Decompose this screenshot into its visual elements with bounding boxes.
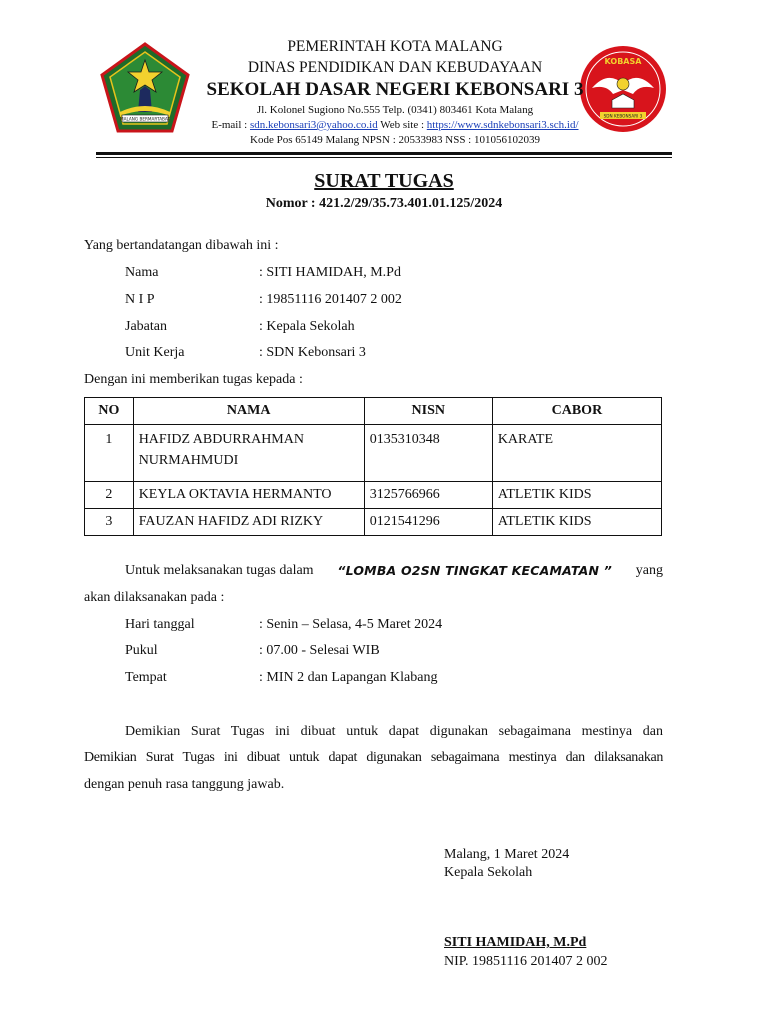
email-link[interactable]: sdn.kebonsari3@yahoo.co.id: [249, 119, 378, 131]
signature-name: SITI HAMIDAH, M.Pd: [444, 935, 587, 950]
logo-right-subtitle: SDN KEBONSARI 3: [603, 113, 643, 119]
task-pre-text: Untuk melaksanakan tugas dalam: [125, 563, 314, 578]
school-address: Jl. Kolonel Sugiono No.555 Telp. (0341) 803461 Kota Malang: [256, 104, 534, 116]
school-codes: Kode Pos 65149 Malang NPSN : 20533983 NSS : 101056102039: [250, 134, 540, 146]
row-cabor: ATLETIK KIDS: [492, 482, 661, 509]
row-nama: KEYLA OKTAVIA HERMANTO: [133, 482, 364, 509]
signer-unit-value: : SDN Kebonsari 3: [259, 345, 366, 360]
task-line-2: akan dilaksanakan pada :: [84, 590, 225, 605]
signature-place-date: Malang, 1 Maret 2024: [444, 847, 570, 862]
logo-right-title: KOBASA: [604, 57, 642, 66]
event-time-value: : 07.00 - Selesai WIB: [259, 643, 380, 658]
email-label: E-mail :: [211, 119, 250, 131]
assignee-table: [84, 397, 662, 536]
row-nisn: 3125766966: [364, 482, 492, 509]
website-link[interactable]: https://www.sdnkebonsari3.sch.id/: [426, 119, 579, 131]
task-post-text: yang: [635, 563, 663, 578]
signer-name-value: : SITI HAMIDAH, M.Pd: [259, 265, 401, 280]
row-nisn: 0121541296: [364, 509, 492, 536]
header-nama: NAMA: [133, 398, 364, 425]
signer-name-label: Nama: [125, 265, 159, 280]
row-cabor: ATLETIK KIDS: [492, 509, 661, 536]
row-cabor: KARATE: [492, 425, 661, 482]
signer-nip-value: : 19851116 201407 2 002: [259, 292, 402, 307]
intro-text: Yang bertandatangan dibawah ini :: [84, 238, 279, 253]
row-no: 3: [85, 509, 134, 536]
event-name: “LOMBA O2SN TINGKAT KECAMATAN ”: [337, 563, 612, 578]
header-cabor: CABOR: [492, 398, 661, 425]
task-line: [125, 563, 663, 579]
signature-position: Kepala Sekolah: [444, 865, 533, 880]
table-row: [85, 509, 662, 536]
event-place-value: : MIN 2 dan Lapangan Klabang: [259, 670, 438, 685]
header-nisn: NISN: [364, 398, 492, 425]
event-date-value: : Senin – Selasa, 4-5 Maret 2024: [259, 617, 443, 632]
closing-line-2: Demikian Surat Tugas ini dibuat untuk dapat digunakan sebagaimana mestinya dan dilaksanakan: [84, 750, 663, 765]
row-nama: FAUZAN HAFIDZ ADI RIZKY: [133, 509, 364, 536]
row-nisn: 0135310348: [364, 425, 492, 482]
row-nama: [133, 425, 364, 482]
assign-intro-text: Dengan ini memberikan tugas kepada :: [84, 372, 303, 387]
signer-unit-label: Unit Kerja: [125, 345, 185, 360]
letterhead-rule-thick: [96, 152, 672, 155]
logo-left-motto: MALANG BERMARTABAT: [119, 116, 171, 122]
table-row: [85, 482, 662, 509]
signature-nip: NIP. 19851116 201407 2 002: [444, 954, 608, 969]
document-number: Nomor : 421.2/29/35.73.401.01.125/2024: [265, 196, 503, 211]
government-line: PEMERINTAH KOTA MALANG: [287, 38, 503, 55]
closing-line-3: dengan penuh rasa tanggung jawab.: [84, 777, 285, 792]
event-date-label: Hari tanggal: [125, 617, 195, 632]
row-nama-line1: HAFIDZ ABDURRAHMAN: [138, 432, 304, 447]
row-no: 2: [85, 482, 134, 509]
signer-position-label: Jabatan: [125, 319, 167, 334]
event-time-label: Pukul: [125, 643, 158, 658]
school-name: SEKOLAH DASAR NEGERI KEBONSARI 3: [206, 79, 584, 100]
contact-line: [160, 119, 630, 131]
table-row: [85, 425, 662, 482]
letterhead-rule-thin: [96, 157, 672, 158]
table-header-row: [85, 398, 662, 425]
header-no: NO: [85, 398, 134, 425]
document-title: SURAT TUGAS: [314, 170, 454, 192]
signer-nip-label: N I P: [125, 292, 155, 307]
website-label: Web site :: [377, 119, 427, 131]
signer-position-value: : Kepala Sekolah: [259, 319, 355, 334]
closing-line-1: Demikian Surat Tugas ini dibuat untuk dapat digunakan sebagaimana mestinya dan: [125, 724, 663, 739]
row-no: 1: [85, 425, 134, 482]
event-place-label: Tempat: [125, 670, 167, 685]
department-line: DINAS PENDIDIKAN DAN KEBUDAYAAN: [247, 59, 543, 76]
row-nama-line2: NURMAHMUDI: [138, 453, 239, 468]
